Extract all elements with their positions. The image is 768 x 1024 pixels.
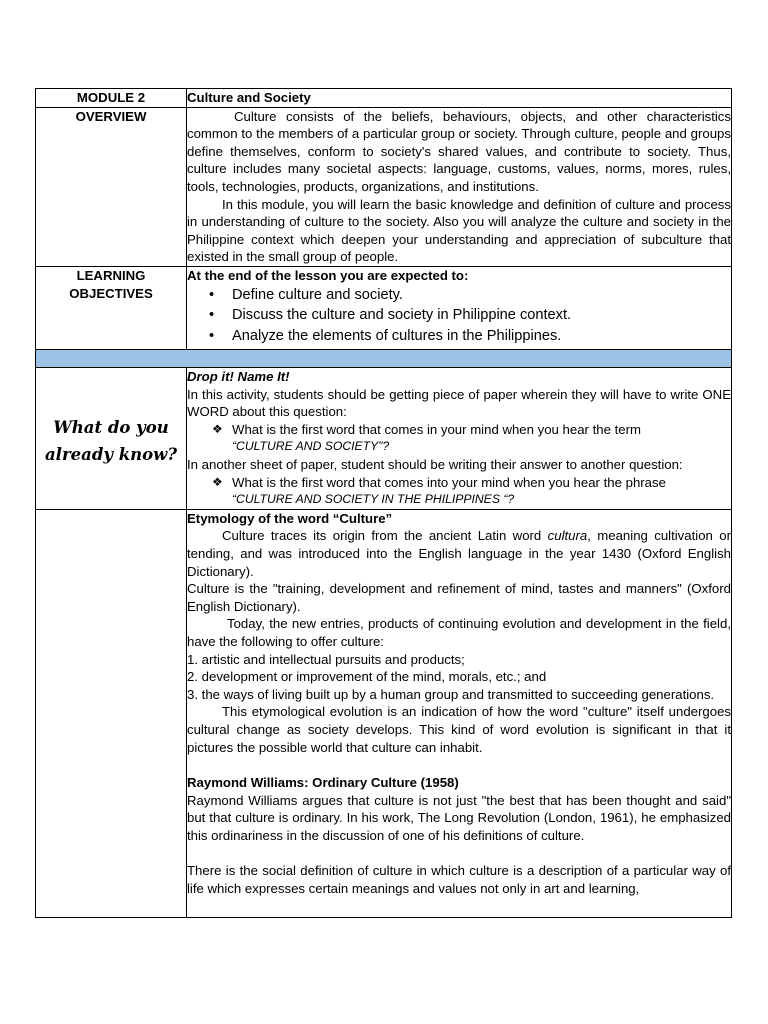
activity-intro: In this activity, students should be getting piece of paper wherein they will have to write ONE WORD about this question:: [187, 386, 731, 420]
blank-shaded-row: [36, 350, 732, 368]
bullet-icon: •: [209, 307, 215, 324]
raymond-williams-paragraph-2: There is the social definition of culture in which culture is a description of a particular way of life which expresses certain meanings and values not only in art and learning,: [187, 863, 731, 897]
module-table: [35, 88, 732, 918]
activity-title: Drop it! Name It!: [187, 369, 290, 385]
lesson-side-cell: [36, 509, 187, 917]
etymology-p1-italic: cultura: [547, 528, 588, 544]
etymology-list-item: 2. development or improvement of the mind, morals, etc.; and: [187, 669, 547, 685]
overview-paragraph-1: Culture consists of the beliefs, behaviours, objects, and other characteristics common to the members of a particular group or society. Through culture, people and groups define themselves, conform to society's shared values, and contribute to society. Thus, culture includes many societal aspects: language, customs, values, norms, mores, rules, tools, technologies, products, organizations, and institutions.: [187, 108, 731, 194]
etymology-paragraph-1: [187, 527, 731, 580]
objectives-intro: At the end of the lesson you are expected to:: [187, 267, 469, 283]
what-do-you-know-heading: [36, 414, 186, 468]
objective-text: Define culture and society.: [232, 286, 403, 303]
overview-content: [187, 107, 732, 266]
activity-row: [36, 368, 732, 510]
lesson-content: [187, 509, 732, 917]
question-2-text: What is the first word that comes into your mind when you hear the phrase: [232, 474, 666, 490]
lesson-row: [36, 509, 732, 917]
objective-item: [187, 326, 731, 347]
objective-text: Analyze the elements of cultures in the Philippines.: [232, 327, 562, 344]
question-1-term: “CULTURE AND SOCIETY”?: [232, 439, 390, 454]
etymology-list-item: 3. the ways of living built up by a human group and transmitted to succeeding generations.: [187, 686, 715, 702]
etymology-p1-end: , meaning cultivation or tending, and was introduced into the English language in the year 1430 (Oxford English Dictionary).: [187, 528, 731, 579]
module-row: [36, 89, 732, 108]
activity-middle-text: In another sheet of paper, student should be writing their answer to another question:: [187, 457, 683, 472]
objectives-label-line1: LEARNING: [76, 267, 146, 283]
etymology-p1-start: Culture traces its origin from the ancient Latin word: [222, 528, 548, 544]
etymology-heading: Etymology of the word “Culture”: [187, 510, 393, 526]
objectives-label: [36, 266, 187, 349]
objective-item: [187, 285, 731, 306]
diamond-bullet-icon: ❖: [212, 421, 223, 436]
objectives-content: [187, 266, 732, 349]
etymology-list-item: 1. artistic and intellectual pursuits and products;: [187, 651, 465, 667]
objectives-row: [36, 266, 732, 349]
activity-content: [187, 368, 732, 510]
what-do-you-know-line1: What do you: [53, 418, 169, 438]
activity-question-1: [187, 421, 731, 439]
activity-question-2: [187, 474, 731, 492]
module-label: MODULE 2: [36, 89, 187, 108]
what-do-you-know-line2: already know?: [44, 445, 178, 465]
objectives-label-line2: OBJECTIVES: [69, 285, 153, 301]
objective-text: Discuss the culture and society in Philippine context.: [232, 307, 572, 324]
overview-paragraph-2: In this module, you will learn the basic knowledge and definition of culture and process in understanding of culture to the society. Also you will analyze the culture and society in the Philippine context which deepen your understanding and appreciation of subculture that existed in the small group of people.: [187, 196, 731, 265]
activity-side-cell: [36, 368, 187, 510]
blank-shaded-cell: [36, 350, 732, 368]
module-title: Culture and Society: [187, 89, 732, 108]
etymology-paragraph-4: This etymological evolution is an indication of how the word "culture" itself undergoes cultural change as society develops. This kind of word evolution is significant in that it pictures the possible world that culture can inhabit.: [187, 704, 731, 755]
overview-label: OVERVIEW: [36, 107, 187, 266]
raymond-williams-paragraph-1: Raymond Williams argues that culture is not just "the best that has been thought and said" but that culture is ordinary. In his work, The Long Revolution (London, 1961), he emphasized this ordinariness in the discussion of one of his definitions of culture.: [187, 792, 731, 843]
bullet-icon: •: [209, 286, 215, 303]
raymond-williams-heading: Raymond Williams: Ordinary Culture (1958): [187, 775, 459, 791]
bullet-icon: •: [209, 327, 215, 344]
diamond-bullet-icon: ❖: [212, 474, 223, 489]
question-2-term: “CULTURE AND SOCIETY IN THE PHILIPPINES “?: [232, 492, 515, 507]
question-1-text: What is the first word that comes in your mind when you hear the term: [232, 421, 641, 437]
objectives-list: [187, 285, 731, 347]
etymology-paragraph-3: Today, the new entries, products of continuing evolution and development in the field, have the following to offer culture:: [187, 616, 731, 649]
overview-row: [36, 107, 732, 266]
objective-item: [187, 305, 731, 326]
etymology-paragraph-2: Culture is the "training, development and refinement of mind, tastes and manners" (Oxford English Dictionary).: [187, 581, 731, 614]
